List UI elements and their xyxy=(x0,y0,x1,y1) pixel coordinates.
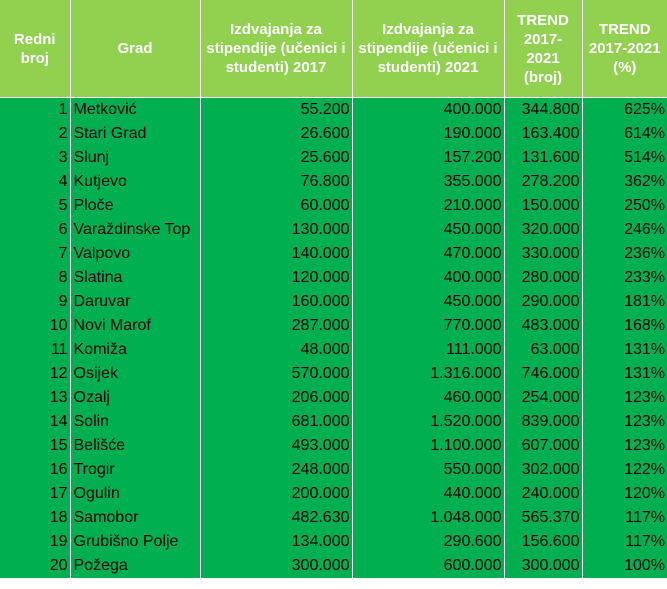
city-cell: Samobor xyxy=(70,506,200,530)
trend-count-cell: 163.400 xyxy=(504,122,582,146)
trend-count-cell: 150.000 xyxy=(504,194,582,218)
stipends-2021-cell: 400.000 xyxy=(352,266,504,290)
rank-cell: 14 xyxy=(0,410,70,434)
rank-cell: 15 xyxy=(0,434,70,458)
stipends-2021-cell: 450.000 xyxy=(352,290,504,314)
city-cell: Grubišno Polje xyxy=(70,530,200,554)
city-cell: Požega xyxy=(70,554,200,578)
rank-cell: 4 xyxy=(0,170,70,194)
city-cell: Varaždinske Top xyxy=(70,218,200,242)
trend-count-cell: 300.000 xyxy=(504,554,582,578)
stipends-2021-cell: 290.600 xyxy=(352,530,504,554)
trend-count-cell: 254.000 xyxy=(504,386,582,410)
header-row xyxy=(0,0,667,98)
table-row xyxy=(0,458,667,482)
city-cell: Trogir xyxy=(70,458,200,482)
city-cell: Kutjevo xyxy=(70,170,200,194)
rank-cell: 3 xyxy=(0,146,70,170)
table-row xyxy=(0,242,667,266)
header-stipends-2021: Izdvajanja za stipendije (učenici i studenti) 2021 xyxy=(352,0,504,98)
trend-percent-cell: 236% xyxy=(582,242,667,266)
trend-percent-cell: 233% xyxy=(582,266,667,290)
table-row xyxy=(0,506,667,530)
city-cell: Ozalj xyxy=(70,386,200,410)
city-cell: Slatina xyxy=(70,266,200,290)
table-row xyxy=(0,218,667,242)
stipends-2017-cell: 120.000 xyxy=(200,266,352,290)
stipends-2017-cell: 134.000 xyxy=(200,530,352,554)
trend-percent-cell: 625% xyxy=(582,98,667,123)
table-row xyxy=(0,386,667,410)
stipends-2021-cell: 770.000 xyxy=(352,314,504,338)
rank-cell: 16 xyxy=(0,458,70,482)
stipends-2017-cell: 200.000 xyxy=(200,482,352,506)
table-row xyxy=(0,98,667,123)
trend-percent-cell: 246% xyxy=(582,218,667,242)
header-trend-count: TREND 2017-2021 (broj) xyxy=(504,0,582,98)
trend-percent-cell: 117% xyxy=(582,506,667,530)
trend-count-cell: 839.000 xyxy=(504,410,582,434)
trend-count-cell: 330.000 xyxy=(504,242,582,266)
rank-cell: 6 xyxy=(0,218,70,242)
city-cell: Osijek xyxy=(70,362,200,386)
stipends-2017-cell: 55.200 xyxy=(200,98,352,123)
trend-count-cell: 240.000 xyxy=(504,482,582,506)
trend-percent-cell: 120% xyxy=(582,482,667,506)
table-body xyxy=(0,98,667,579)
trend-count-cell: 290.000 xyxy=(504,290,582,314)
header-city: Grad xyxy=(70,0,200,98)
stipends-2021-cell: 1.316.000 xyxy=(352,362,504,386)
trend-percent-cell: 123% xyxy=(582,386,667,410)
table-row xyxy=(0,194,667,218)
stipends-2017-cell: 248.000 xyxy=(200,458,352,482)
trend-count-cell: 320.000 xyxy=(504,218,582,242)
stipends-2017-cell: 130.000 xyxy=(200,218,352,242)
trend-percent-cell: 100% xyxy=(582,554,667,578)
table-row xyxy=(0,146,667,170)
rank-cell: 1 xyxy=(0,98,70,123)
trend-percent-cell: 250% xyxy=(582,194,667,218)
city-cell: Solin xyxy=(70,410,200,434)
stipends-2017-cell: 300.000 xyxy=(200,554,352,578)
stipends-2021-cell: 1.048.000 xyxy=(352,506,504,530)
stipends-2017-cell: 140.000 xyxy=(200,242,352,266)
table-row xyxy=(0,434,667,458)
stipends-2021-cell: 1.520.000 xyxy=(352,410,504,434)
stipends-2017-cell: 76.800 xyxy=(200,170,352,194)
stipends-2017-cell: 60.000 xyxy=(200,194,352,218)
trend-count-cell: 344.800 xyxy=(504,98,582,123)
city-cell: Metković xyxy=(70,98,200,123)
city-cell: Stari Grad xyxy=(70,122,200,146)
table-row xyxy=(0,314,667,338)
header-trend-percent: TREND 2017-2021 (%) xyxy=(582,0,667,98)
trend-count-cell: 280.000 xyxy=(504,266,582,290)
stipends-2017-cell: 160.000 xyxy=(200,290,352,314)
trend-count-cell: 607.000 xyxy=(504,434,582,458)
stipends-2021-cell: 1.100.000 xyxy=(352,434,504,458)
stipends-2017-cell: 287.000 xyxy=(200,314,352,338)
stipends-2017-cell: 482.630 xyxy=(200,506,352,530)
trend-percent-cell: 131% xyxy=(582,362,667,386)
rank-cell: 9 xyxy=(0,290,70,314)
stipends-2021-cell: 470.000 xyxy=(352,242,504,266)
trend-count-cell: 302.000 xyxy=(504,458,582,482)
rank-cell: 11 xyxy=(0,338,70,362)
stipends-2021-cell: 600.000 xyxy=(352,554,504,578)
table-row xyxy=(0,290,667,314)
table-row xyxy=(0,122,667,146)
stipends-2017-cell: 681.000 xyxy=(200,410,352,434)
stipends-2017-cell: 493.000 xyxy=(200,434,352,458)
header-stipends-2017: Izdvajanja za stipendije (učenici i studenti) 2017 xyxy=(200,0,352,98)
stipends-2017-cell: 26.600 xyxy=(200,122,352,146)
city-cell: Novi Marof xyxy=(70,314,200,338)
stipends-2017-cell: 570.000 xyxy=(200,362,352,386)
table-row xyxy=(0,338,667,362)
rank-cell: 20 xyxy=(0,554,70,578)
trend-count-cell: 131.600 xyxy=(504,146,582,170)
stipends-2021-cell: 157.200 xyxy=(352,146,504,170)
rank-cell: 7 xyxy=(0,242,70,266)
stipends-2021-cell: 550.000 xyxy=(352,458,504,482)
rank-cell: 12 xyxy=(0,362,70,386)
city-cell: Daruvar xyxy=(70,290,200,314)
rank-cell: 19 xyxy=(0,530,70,554)
table-row xyxy=(0,554,667,578)
trend-percent-cell: 131% xyxy=(582,338,667,362)
stipends-2021-cell: 210.000 xyxy=(352,194,504,218)
trend-count-cell: 746.000 xyxy=(504,362,582,386)
table-row xyxy=(0,530,667,554)
trend-percent-cell: 117% xyxy=(582,530,667,554)
stipends-2021-cell: 190.000 xyxy=(352,122,504,146)
trend-count-cell: 278.200 xyxy=(504,170,582,194)
trend-percent-cell: 168% xyxy=(582,314,667,338)
trend-percent-cell: 514% xyxy=(582,146,667,170)
trend-percent-cell: 123% xyxy=(582,410,667,434)
trend-percent-cell: 614% xyxy=(582,122,667,146)
table-row xyxy=(0,482,667,506)
city-cell: Valpovo xyxy=(70,242,200,266)
stipends-2021-cell: 460.000 xyxy=(352,386,504,410)
rank-cell: 5 xyxy=(0,194,70,218)
stipends-2021-cell: 450.000 xyxy=(352,218,504,242)
header-rank: Redni broj xyxy=(0,0,70,98)
trend-count-cell: 156.600 xyxy=(504,530,582,554)
city-cell: Ploče xyxy=(70,194,200,218)
city-cell: Ogulin xyxy=(70,482,200,506)
stipends-2021-cell: 111.000 xyxy=(352,338,504,362)
trend-count-cell: 483.000 xyxy=(504,314,582,338)
rank-cell: 2 xyxy=(0,122,70,146)
rank-cell: 18 xyxy=(0,506,70,530)
stipends-2021-cell: 355.000 xyxy=(352,170,504,194)
trend-percent-cell: 122% xyxy=(582,458,667,482)
stipends-2017-cell: 48.000 xyxy=(200,338,352,362)
city-cell: Komiža xyxy=(70,338,200,362)
rank-cell: 8 xyxy=(0,266,70,290)
table-row xyxy=(0,410,667,434)
rank-cell: 13 xyxy=(0,386,70,410)
stipends-2021-cell: 440.000 xyxy=(352,482,504,506)
stipends-2017-cell: 25.600 xyxy=(200,146,352,170)
table-row xyxy=(0,170,667,194)
table-row xyxy=(0,362,667,386)
trend-count-cell: 565.370 xyxy=(504,506,582,530)
city-cell: Belišće xyxy=(70,434,200,458)
stipends-2021-cell: 400.000 xyxy=(352,98,504,123)
table-row xyxy=(0,266,667,290)
rank-cell: 10 xyxy=(0,314,70,338)
trend-count-cell: 63.000 xyxy=(504,338,582,362)
stipends-2017-cell: 206.000 xyxy=(200,386,352,410)
rank-cell: 17 xyxy=(0,482,70,506)
trend-percent-cell: 123% xyxy=(582,434,667,458)
city-cell: Slunj xyxy=(70,146,200,170)
trend-percent-cell: 362% xyxy=(582,170,667,194)
trend-percent-cell: 181% xyxy=(582,290,667,314)
